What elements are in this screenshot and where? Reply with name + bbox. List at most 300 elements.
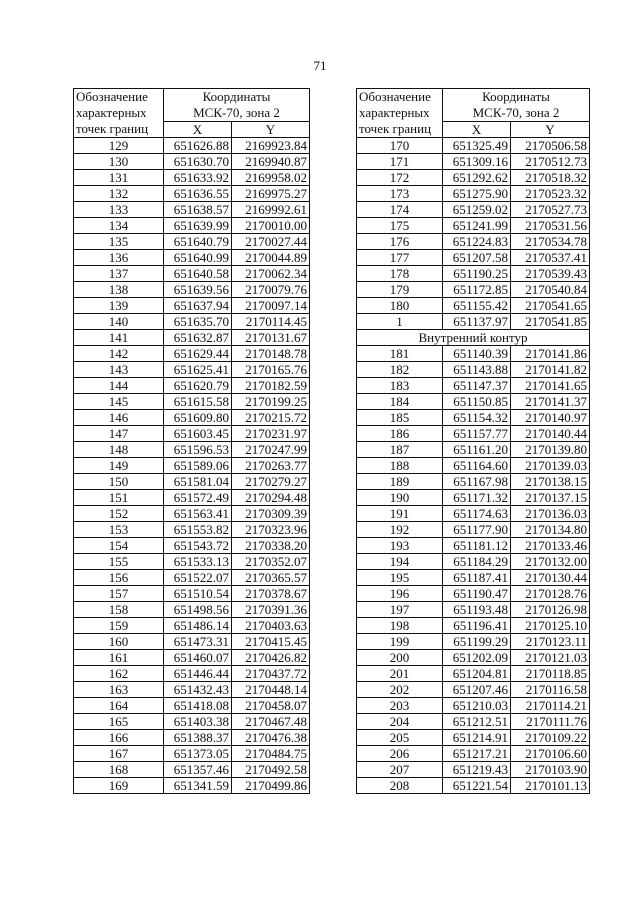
table-row — [357, 234, 590, 250]
section-title: Внутренний контур — [357, 330, 590, 346]
point-number-cell: 178 — [357, 266, 443, 282]
y-coordinate-cell: 2169940.87 — [232, 154, 310, 170]
x-coordinate-cell: 651221.54 — [443, 778, 511, 794]
y-coordinate-cell: 2170114.45 — [232, 314, 310, 330]
x-coordinate-cell: 651177.90 — [443, 522, 511, 538]
x-coordinate-cell: 651633.92 — [164, 170, 232, 186]
table-row — [357, 458, 590, 474]
y-coordinate-cell: 2170231.97 — [232, 426, 310, 442]
x-coordinate-cell: 651181.12 — [443, 538, 511, 554]
table-row — [357, 298, 590, 314]
point-number-cell: 161 — [74, 650, 164, 666]
table-row — [74, 250, 310, 266]
table-row — [357, 554, 590, 570]
table-row — [357, 490, 590, 506]
table-row — [74, 346, 310, 362]
y-coordinate-cell: 2170492.58 — [232, 762, 310, 778]
point-label-line: точек границ — [359, 121, 432, 136]
x-coordinate-cell: 651446.44 — [164, 666, 232, 682]
point-number-cell: 198 — [357, 618, 443, 634]
table-row — [74, 666, 310, 682]
table-row — [74, 730, 310, 746]
point-number-cell: 160 — [74, 634, 164, 650]
y-header: Y — [511, 122, 590, 138]
y-coordinate-cell: 2170103.90 — [511, 762, 590, 778]
y-coordinate-cell: 2170215.72 — [232, 410, 310, 426]
point-number-cell: 156 — [74, 570, 164, 586]
table-row — [74, 746, 310, 762]
point-number-cell: 174 — [357, 202, 443, 218]
table-row — [74, 186, 310, 202]
x-coordinate-cell: 651609.80 — [164, 410, 232, 426]
y-coordinate-cell: 2170527.73 — [511, 202, 590, 218]
y-coordinate-cell: 2170499.86 — [232, 778, 310, 794]
table-row — [357, 378, 590, 394]
x-coordinate-cell: 651626.88 — [164, 138, 232, 154]
table-row — [357, 186, 590, 202]
table-row — [357, 250, 590, 266]
y-coordinate-cell: 2170365.57 — [232, 570, 310, 586]
x-coordinate-cell: 651636.55 — [164, 186, 232, 202]
x-coordinate-cell: 651510.54 — [164, 586, 232, 602]
x-coordinate-cell: 651190.25 — [443, 266, 511, 282]
point-number-cell: 193 — [357, 538, 443, 554]
y-header: Y — [232, 122, 310, 138]
table-row — [357, 522, 590, 538]
x-coordinate-cell: 651498.56 — [164, 602, 232, 618]
point-number-cell: 165 — [74, 714, 164, 730]
point-number-cell: 139 — [74, 298, 164, 314]
x-coordinate-cell: 651603.45 — [164, 426, 232, 442]
y-coordinate-cell: 2170141.65 — [511, 378, 590, 394]
point-number-cell: 188 — [357, 458, 443, 474]
point-number-cell: 135 — [74, 234, 164, 250]
x-coordinate-cell: 651292.62 — [443, 170, 511, 186]
table-row — [357, 314, 590, 330]
x-coordinate-cell: 651171.32 — [443, 490, 511, 506]
y-coordinate-cell: 2170132.00 — [511, 554, 590, 570]
x-coordinate-cell: 651224.83 — [443, 234, 511, 250]
y-coordinate-cell: 2170136.03 — [511, 506, 590, 522]
table-row — [74, 170, 310, 186]
point-number-cell: 154 — [74, 538, 164, 554]
y-coordinate-cell: 2170391.36 — [232, 602, 310, 618]
y-coordinate-cell: 2170484.75 — [232, 746, 310, 762]
table-row — [357, 474, 590, 490]
point-number-cell: 195 — [357, 570, 443, 586]
x-coordinate-cell: 651207.58 — [443, 250, 511, 266]
y-coordinate-cell: 2170512.73 — [511, 154, 590, 170]
x-coordinate-cell: 651638.57 — [164, 202, 232, 218]
point-number-cell: 152 — [74, 506, 164, 522]
point-label-line: Обозначение — [76, 89, 148, 104]
x-coordinate-cell: 651193.48 — [443, 602, 511, 618]
point-label-header — [74, 89, 164, 138]
x-coordinate-cell: 651553.82 — [164, 522, 232, 538]
x-coordinate-cell: 651639.99 — [164, 218, 232, 234]
point-number-cell: 136 — [74, 250, 164, 266]
point-number-cell: 140 — [74, 314, 164, 330]
x-coordinate-cell: 651167.98 — [443, 474, 511, 490]
page-number: 71 — [313, 58, 327, 73]
y-coordinate-cell: 2170128.76 — [511, 586, 590, 602]
table-row — [74, 474, 310, 490]
x-coordinate-cell: 651596.53 — [164, 442, 232, 458]
table-row — [74, 442, 310, 458]
y-coordinate-cell: 2170141.86 — [511, 346, 590, 362]
y-coordinate-cell: 2170116.58 — [511, 682, 590, 698]
table-row — [357, 746, 590, 762]
table-row — [357, 618, 590, 634]
table-row — [74, 362, 310, 378]
y-coordinate-cell: 2170141.82 — [511, 362, 590, 378]
table-row — [357, 762, 590, 778]
y-coordinate-cell: 2170437.72 — [232, 666, 310, 682]
y-coordinate-cell: 2170403.63 — [232, 618, 310, 634]
table-row — [357, 538, 590, 554]
table-row — [74, 394, 310, 410]
coords-label-line: Координаты — [482, 89, 550, 104]
x-coordinate-cell: 651357.46 — [164, 762, 232, 778]
x-coordinate-cell: 651217.21 — [443, 746, 511, 762]
x-coordinate-cell: 651210.03 — [443, 698, 511, 714]
table-row — [74, 490, 310, 506]
point-number-cell: 143 — [74, 362, 164, 378]
y-coordinate-cell: 2170101.13 — [511, 778, 590, 794]
x-coordinate-cell: 651164.60 — [443, 458, 511, 474]
x-coordinate-cell: 651581.04 — [164, 474, 232, 490]
table-row — [357, 666, 590, 682]
table-row — [357, 202, 590, 218]
point-number-cell: 175 — [357, 218, 443, 234]
table-row — [74, 314, 310, 330]
point-number-cell: 184 — [357, 394, 443, 410]
y-coordinate-cell: 2170247.99 — [232, 442, 310, 458]
point-number-cell: 206 — [357, 746, 443, 762]
y-coordinate-cell: 2170378.67 — [232, 586, 310, 602]
x-coordinate-cell: 651486.14 — [164, 618, 232, 634]
x-coordinate-cell: 651373.05 — [164, 746, 232, 762]
table-row — [357, 650, 590, 666]
point-number-cell: 157 — [74, 586, 164, 602]
point-number-cell: 151 — [74, 490, 164, 506]
x-coordinate-cell: 651639.56 — [164, 282, 232, 298]
x-coordinate-cell: 651275.90 — [443, 186, 511, 202]
point-number-cell: 183 — [357, 378, 443, 394]
y-coordinate-cell: 2170541.65 — [511, 298, 590, 314]
point-number-cell: 166 — [74, 730, 164, 746]
coordinates-table-right — [356, 88, 590, 794]
x-coordinate-cell: 651388.37 — [164, 730, 232, 746]
x-coordinate-cell: 651640.58 — [164, 266, 232, 282]
x-coordinate-cell: 651418.08 — [164, 698, 232, 714]
coords-label-line: МСК-70, зона 2 — [193, 105, 280, 120]
point-number-cell: 205 — [357, 730, 443, 746]
y-coordinate-cell: 2170263.77 — [232, 458, 310, 474]
point-number-cell: 187 — [357, 442, 443, 458]
table-row — [74, 586, 310, 602]
x-coordinate-cell: 651219.43 — [443, 762, 511, 778]
table-row — [357, 634, 590, 650]
point-number-cell: 191 — [357, 506, 443, 522]
x-coordinate-cell: 651199.29 — [443, 634, 511, 650]
section-row — [357, 330, 590, 346]
x-coordinate-cell: 651204.81 — [443, 666, 511, 682]
x-coordinate-cell: 651241.99 — [443, 218, 511, 234]
x-coordinate-cell: 651154.32 — [443, 410, 511, 426]
y-coordinate-cell: 2170106.60 — [511, 746, 590, 762]
y-coordinate-cell: 2170010.00 — [232, 218, 310, 234]
point-number-cell: 185 — [357, 410, 443, 426]
point-number-cell: 134 — [74, 218, 164, 234]
point-number-cell: 163 — [74, 682, 164, 698]
point-number-cell: 189 — [357, 474, 443, 490]
table-row — [357, 138, 590, 154]
x-coordinate-cell: 651187.41 — [443, 570, 511, 586]
x-coordinate-cell: 651640.99 — [164, 250, 232, 266]
x-coordinate-cell: 651533.13 — [164, 554, 232, 570]
y-coordinate-cell: 2170323.96 — [232, 522, 310, 538]
point-number-cell: 172 — [357, 170, 443, 186]
coords-header — [443, 89, 590, 122]
x-coordinate-cell: 651137.97 — [443, 314, 511, 330]
point-number-cell: 203 — [357, 698, 443, 714]
point-number-cell: 145 — [74, 394, 164, 410]
y-coordinate-cell: 2170458.07 — [232, 698, 310, 714]
table-row — [74, 762, 310, 778]
y-coordinate-cell: 2170448.14 — [232, 682, 310, 698]
point-number-cell: 170 — [357, 138, 443, 154]
y-coordinate-cell: 2170539.43 — [511, 266, 590, 282]
y-coordinate-cell: 2170338.20 — [232, 538, 310, 554]
x-header: X — [443, 122, 511, 138]
table-row — [74, 410, 310, 426]
point-number-cell: 181 — [357, 346, 443, 362]
x-coordinate-cell: 651214.91 — [443, 730, 511, 746]
point-number-cell: 148 — [74, 442, 164, 458]
x-coordinate-cell: 651143.88 — [443, 362, 511, 378]
y-coordinate-cell: 2170137.15 — [511, 490, 590, 506]
y-coordinate-cell: 2170079.76 — [232, 282, 310, 298]
y-coordinate-cell: 2170279.27 — [232, 474, 310, 490]
x-header: X — [164, 122, 232, 138]
y-coordinate-cell: 2170121.03 — [511, 650, 590, 666]
y-coordinate-cell: 2170118.85 — [511, 666, 590, 682]
point-number-cell: 137 — [74, 266, 164, 282]
x-coordinate-cell: 651150.85 — [443, 394, 511, 410]
table-row — [357, 682, 590, 698]
table-row — [74, 458, 310, 474]
y-coordinate-cell: 2170523.32 — [511, 186, 590, 202]
point-number-cell: 179 — [357, 282, 443, 298]
table-row — [74, 426, 310, 442]
table-row — [357, 570, 590, 586]
x-coordinate-cell: 651460.07 — [164, 650, 232, 666]
x-coordinate-cell: 651190.47 — [443, 586, 511, 602]
table-row — [357, 410, 590, 426]
x-coordinate-cell: 651615.58 — [164, 394, 232, 410]
table-row — [357, 282, 590, 298]
table-row — [74, 602, 310, 618]
y-coordinate-cell: 2170506.58 — [511, 138, 590, 154]
y-coordinate-cell: 2170134.80 — [511, 522, 590, 538]
y-coordinate-cell: 2170199.25 — [232, 394, 310, 410]
x-coordinate-cell: 651309.16 — [443, 154, 511, 170]
y-coordinate-cell: 2170426.82 — [232, 650, 310, 666]
point-number-cell: 180 — [357, 298, 443, 314]
y-coordinate-cell: 2170540.84 — [511, 282, 590, 298]
point-number-cell: 150 — [74, 474, 164, 490]
table-row — [74, 714, 310, 730]
x-coordinate-cell: 651625.41 — [164, 362, 232, 378]
y-coordinate-cell: 2170352.07 — [232, 554, 310, 570]
point-number-cell: 162 — [74, 666, 164, 682]
y-coordinate-cell: 2170097.14 — [232, 298, 310, 314]
x-coordinate-cell: 651637.94 — [164, 298, 232, 314]
table-row — [74, 266, 310, 282]
point-number-cell: 197 — [357, 602, 443, 618]
y-coordinate-cell: 2170130.44 — [511, 570, 590, 586]
y-coordinate-cell: 2170165.76 — [232, 362, 310, 378]
x-coordinate-cell: 651589.06 — [164, 458, 232, 474]
y-coordinate-cell: 2170133.46 — [511, 538, 590, 554]
y-coordinate-cell: 2170140.97 — [511, 410, 590, 426]
table-row — [357, 506, 590, 522]
x-coordinate-cell: 651202.09 — [443, 650, 511, 666]
table-row — [74, 234, 310, 250]
x-coordinate-cell: 651572.49 — [164, 490, 232, 506]
point-number-cell: 153 — [74, 522, 164, 538]
table-row — [74, 138, 310, 154]
point-number-cell: 200 — [357, 650, 443, 666]
x-coordinate-cell: 651640.79 — [164, 234, 232, 250]
y-coordinate-cell: 2170109.22 — [511, 730, 590, 746]
x-coordinate-cell: 651630.70 — [164, 154, 232, 170]
y-coordinate-cell: 2170125.10 — [511, 618, 590, 634]
x-coordinate-cell: 651522.07 — [164, 570, 232, 586]
point-label-line: точек границ — [76, 121, 149, 136]
point-number-cell: 1 — [357, 314, 443, 330]
y-coordinate-cell: 2169992.61 — [232, 202, 310, 218]
table-row — [357, 362, 590, 378]
x-coordinate-cell: 651632.87 — [164, 330, 232, 346]
x-coordinate-cell: 651147.37 — [443, 378, 511, 394]
point-number-cell: 207 — [357, 762, 443, 778]
table-row — [74, 538, 310, 554]
table-row — [357, 586, 590, 602]
table-row — [357, 426, 590, 442]
table-row — [357, 218, 590, 234]
table-row — [74, 522, 310, 538]
table-row — [74, 154, 310, 170]
y-coordinate-cell: 2170467.48 — [232, 714, 310, 730]
table-row — [74, 570, 310, 586]
y-coordinate-cell: 2170027.44 — [232, 234, 310, 250]
point-number-cell: 169 — [74, 778, 164, 794]
y-coordinate-cell: 2170534.78 — [511, 234, 590, 250]
point-number-cell: 168 — [74, 762, 164, 778]
point-number-cell: 159 — [74, 618, 164, 634]
y-coordinate-cell: 2170062.34 — [232, 266, 310, 282]
point-number-cell: 196 — [357, 586, 443, 602]
point-number-cell: 155 — [74, 554, 164, 570]
y-coordinate-cell: 2170044.89 — [232, 250, 310, 266]
y-coordinate-cell: 2170415.45 — [232, 634, 310, 650]
y-coordinate-cell: 2170138.15 — [511, 474, 590, 490]
x-coordinate-cell: 651325.49 — [443, 138, 511, 154]
y-coordinate-cell: 2169923.84 — [232, 138, 310, 154]
point-number-cell: 130 — [74, 154, 164, 170]
y-coordinate-cell: 2170131.67 — [232, 330, 310, 346]
x-coordinate-cell: 651207.46 — [443, 682, 511, 698]
point-number-cell: 144 — [74, 378, 164, 394]
table-row — [74, 218, 310, 234]
point-number-cell: 171 — [357, 154, 443, 170]
y-coordinate-cell: 2170294.48 — [232, 490, 310, 506]
x-coordinate-cell: 651563.41 — [164, 506, 232, 522]
x-coordinate-cell: 651635.70 — [164, 314, 232, 330]
table-row — [74, 554, 310, 570]
x-coordinate-cell: 651157.77 — [443, 426, 511, 442]
x-coordinate-cell: 651140.39 — [443, 346, 511, 362]
y-coordinate-cell: 2170114.21 — [511, 698, 590, 714]
x-coordinate-cell: 651174.63 — [443, 506, 511, 522]
table-row — [74, 634, 310, 650]
left-table-body — [74, 138, 310, 794]
table-row — [357, 154, 590, 170]
y-coordinate-cell: 2170182.59 — [232, 378, 310, 394]
point-number-cell: 132 — [74, 186, 164, 202]
point-number-cell: 177 — [357, 250, 443, 266]
point-number-cell: 164 — [74, 698, 164, 714]
point-number-cell: 190 — [357, 490, 443, 506]
point-label-line: характерных — [359, 105, 430, 120]
coords-header — [164, 89, 310, 122]
y-coordinate-cell: 2169975.27 — [232, 186, 310, 202]
table-row — [74, 298, 310, 314]
y-coordinate-cell: 2170139.80 — [511, 442, 590, 458]
y-coordinate-cell: 2170111.76 — [511, 714, 590, 730]
point-number-cell: 173 — [357, 186, 443, 202]
point-number-cell: 201 — [357, 666, 443, 682]
x-coordinate-cell: 651172.85 — [443, 282, 511, 298]
table-row — [74, 202, 310, 218]
coords-label-line: Координаты — [202, 89, 271, 104]
point-number-cell: 186 — [357, 426, 443, 442]
y-coordinate-cell: 2170139.03 — [511, 458, 590, 474]
table-row — [74, 682, 310, 698]
table-row — [357, 698, 590, 714]
y-coordinate-cell: 2170123.11 — [511, 634, 590, 650]
table-row — [357, 778, 590, 794]
y-coordinate-cell: 2170141.37 — [511, 394, 590, 410]
y-coordinate-cell: 2170541.85 — [511, 314, 590, 330]
point-number-cell: 149 — [74, 458, 164, 474]
x-coordinate-cell: 651259.02 — [443, 202, 511, 218]
point-number-cell: 194 — [357, 554, 443, 570]
point-number-cell: 133 — [74, 202, 164, 218]
table-row — [74, 378, 310, 394]
table-row — [357, 394, 590, 410]
y-coordinate-cell: 2170309.39 — [232, 506, 310, 522]
coords-label-line: МСК-70, зона 2 — [472, 105, 560, 120]
point-number-cell: 176 — [357, 234, 443, 250]
y-coordinate-cell: 2170126.98 — [511, 602, 590, 618]
point-number-cell: 129 — [74, 138, 164, 154]
point-number-cell: 167 — [74, 746, 164, 762]
x-coordinate-cell: 651196.41 — [443, 618, 511, 634]
y-coordinate-cell: 2170531.56 — [511, 218, 590, 234]
